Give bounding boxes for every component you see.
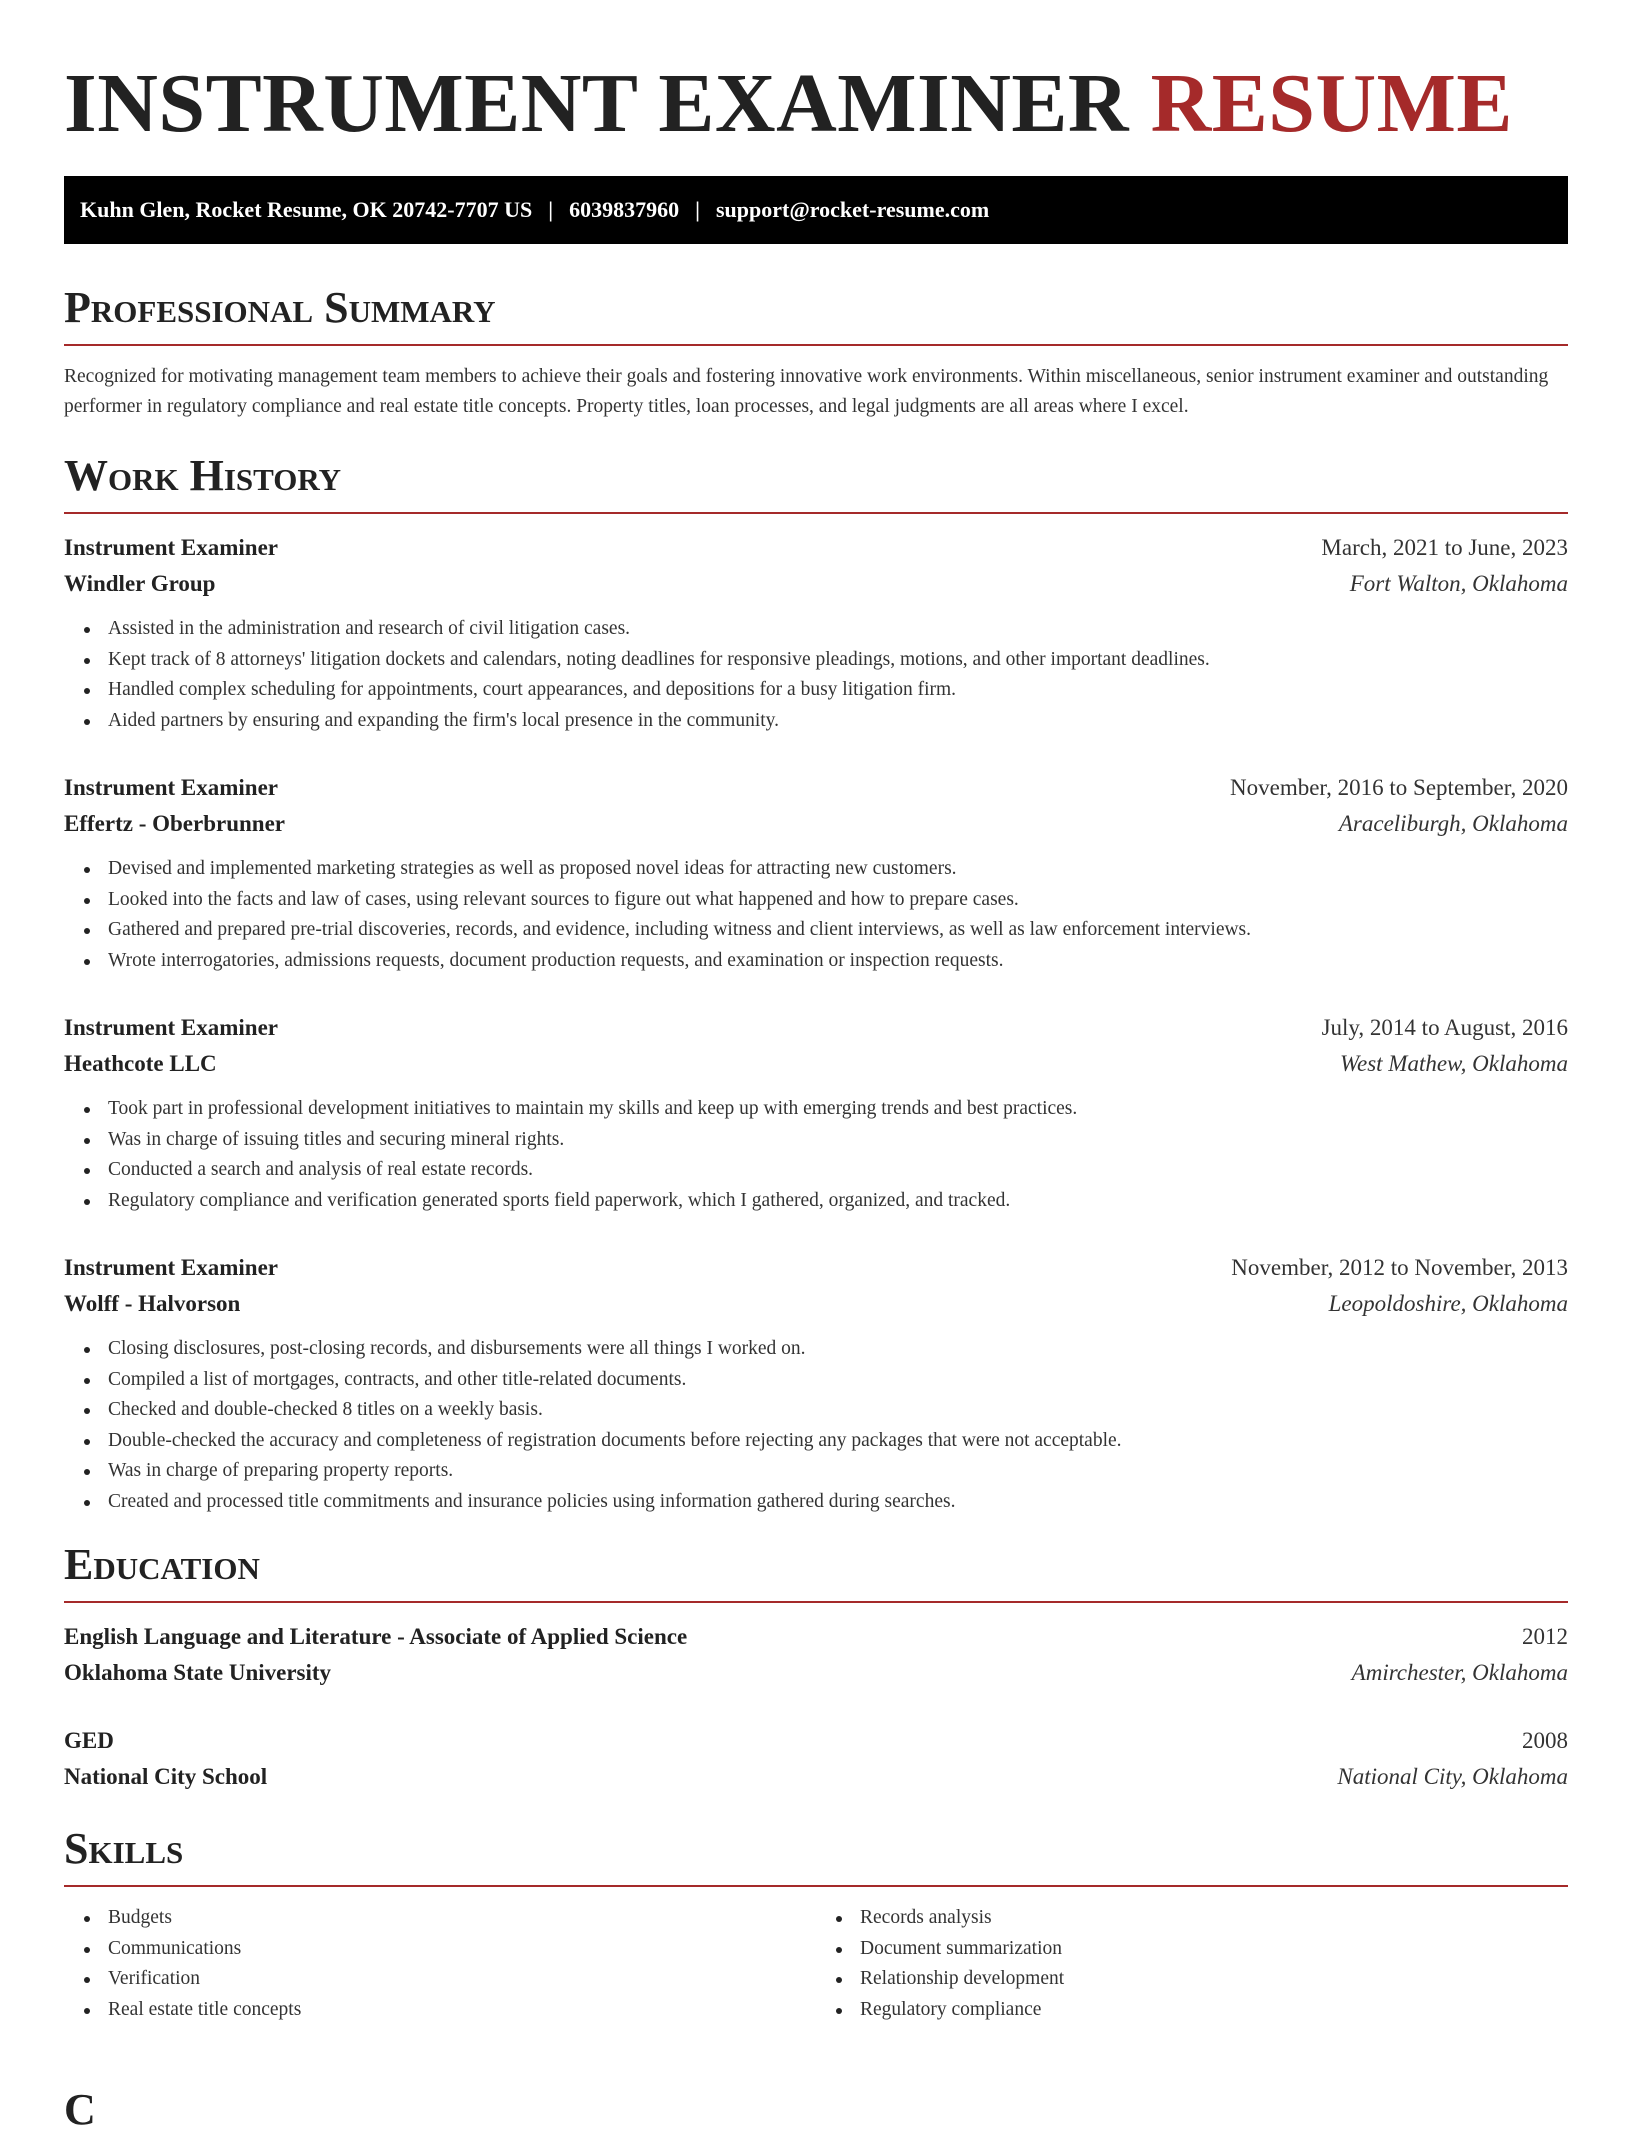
resume-page [64, 0, 1568, 2134]
job-entry [64, 770, 1568, 976]
skill-item: Budgets [108, 1903, 816, 1934]
list-item: Devised and implemented marketing strategies as well as proposed novel ideas for attracting new customers. [108, 854, 1568, 885]
summary-heading: Professional Summary [64, 282, 1568, 346]
skills-grid [64, 1887, 1568, 2025]
title-main: INSTRUMENT EXAMINER [64, 57, 1130, 150]
list-item: Compiled a list of mortgages, contracts, and other title-related documents. [108, 1365, 1568, 1396]
list-item: Handled complex scheduling for appointments, court appearances, and depositions for a busy litigation firm. [108, 675, 1568, 706]
list-item: Aided partners by ensuring and expanding the firm's local presence in the community. [108, 706, 1568, 737]
contact-phone: 6039837960 [569, 197, 680, 222]
contact-address: Kuhn Glen, Rocket Resume, OK 20742-7707 US [80, 197, 533, 222]
education-school: National City School [64, 1764, 268, 1789]
summary-text: Recognized for motivating management team members to achieve their goals and fostering innovative work environments. Within miscellaneous, senior instrument examiner and outstanding performer in regulatory compliance and real estate title concepts. Property titles, loan processes, and legal judgments are all areas where I excel. [64, 366, 1549, 417]
contact-separator: | [695, 197, 700, 222]
contact-separator: | [548, 197, 554, 222]
title-accent: RESUME [1150, 57, 1513, 150]
skill-item: Communications [108, 1934, 816, 1965]
list-item: Closing disclosures, post-closing records, and disbursements were all things I worked on. [108, 1334, 1568, 1365]
job-title: Instrument Examiner [64, 1255, 279, 1280]
next-section-heading: C [64, 2085, 96, 2134]
skill-item: Real estate title concepts [108, 1995, 816, 2026]
skills-column-right [816, 1903, 1568, 2025]
education-entry [64, 1619, 1568, 1691]
list-item: Double-checked the accuracy and completeness of registration documents before rejecting any packages that were not acceptable. [108, 1426, 1568, 1457]
education-location: National City, Oklahoma [1337, 1764, 1568, 1789]
skill-item: Document summarization [860, 1934, 1568, 1965]
contact-bar [64, 176, 1568, 244]
list-item: Conducted a search and analysis of real estate records. [108, 1155, 1568, 1186]
list-item: Checked and double-checked 8 titles on a weekly basis. [108, 1395, 1568, 1426]
skill-item: Regulatory compliance [860, 1995, 1568, 2026]
education-entry [64, 1723, 1568, 1795]
resume-title [64, 0, 1568, 176]
contact-email: support@rocket-resume.com [715, 197, 990, 222]
job-company: Wolff - Halvorson [64, 1291, 241, 1316]
education-school: Oklahoma State University [64, 1660, 332, 1685]
job-bullets [64, 854, 1568, 976]
job-bullets [64, 1334, 1568, 1517]
skill-item: Relationship development [860, 1964, 1568, 1995]
education-degree: English Language and Literature - Associate of Applied Science [64, 1624, 688, 1649]
job-title: Instrument Examiner [64, 535, 279, 560]
job-entry [64, 1010, 1568, 1216]
job-bullets [64, 614, 1568, 736]
job-company: Heathcote LLC [64, 1051, 217, 1076]
list-item: Looked into the facts and law of cases, using relevant sources to figure out what happened and how to prepare cases. [108, 885, 1568, 916]
list-item: Was in charge of preparing property reports. [108, 1456, 1568, 1487]
job-location: West Mathew, Oklahoma [1339, 1051, 1568, 1076]
job-bullets [64, 1094, 1568, 1216]
job-location: Leopoldoshire, Oklahoma [1328, 1291, 1568, 1316]
job-company: Windler Group [64, 571, 216, 596]
list-item: Took part in professional development initiatives to maintain my skills and keep up with emerging trends and best practices. [108, 1094, 1568, 1125]
education-degree: GED [64, 1728, 114, 1753]
list-item: Kept track of 8 attorneys' litigation dockets and calendars, noting deadlines for responsive pleadings, motions, and other important deadlines. [108, 645, 1568, 676]
job-title: Instrument Examiner [64, 1015, 279, 1040]
job-dates: July, 2014 to August, 2016 [1321, 1015, 1568, 1040]
list-item: Wrote interrogatories, admissions requests, document production requests, and examination or inspection requests. [108, 946, 1568, 977]
job-dates: November, 2012 to November, 2013 [1231, 1255, 1568, 1280]
education-heading: Education [64, 1539, 1568, 1603]
education-year: 2012 [1522, 1624, 1568, 1649]
skills-heading: Skills [64, 1823, 1568, 1887]
list-item: Gathered and prepared pre-trial discoveries, records, and evidence, including witness and client interviews, as well as law enforcement interviews. [108, 915, 1568, 946]
list-item: Regulatory compliance and verification generated sports field paperwork, which I gathered, organized, and tracked. [108, 1186, 1568, 1217]
skills-column-left [64, 1903, 816, 2025]
job-company: Effertz - Oberbrunner [64, 811, 285, 836]
education-location: Amirchester, Oklahoma [1351, 1660, 1568, 1685]
job-dates: November, 2016 to September, 2020 [1230, 775, 1568, 800]
education-year: 2008 [1522, 1728, 1568, 1753]
skill-item: Records analysis [860, 1903, 1568, 1934]
list-item: Assisted in the administration and research of civil litigation cases. [108, 614, 1568, 645]
job-entry [64, 1250, 1568, 1517]
skill-item: Verification [108, 1964, 816, 1995]
work-history-heading: Work History [64, 450, 1568, 514]
job-location: Araceliburgh, Oklahoma [1338, 811, 1568, 836]
job-entry [64, 530, 1568, 736]
job-location: Fort Walton, Oklahoma [1349, 571, 1568, 596]
job-dates: March, 2021 to June, 2023 [1321, 535, 1568, 560]
list-item: Created and processed title commitments and insurance policies using information gathered during searches. [108, 1487, 1568, 1518]
job-title: Instrument Examiner [64, 775, 279, 800]
list-item: Was in charge of issuing titles and securing mineral rights. [108, 1125, 1568, 1156]
